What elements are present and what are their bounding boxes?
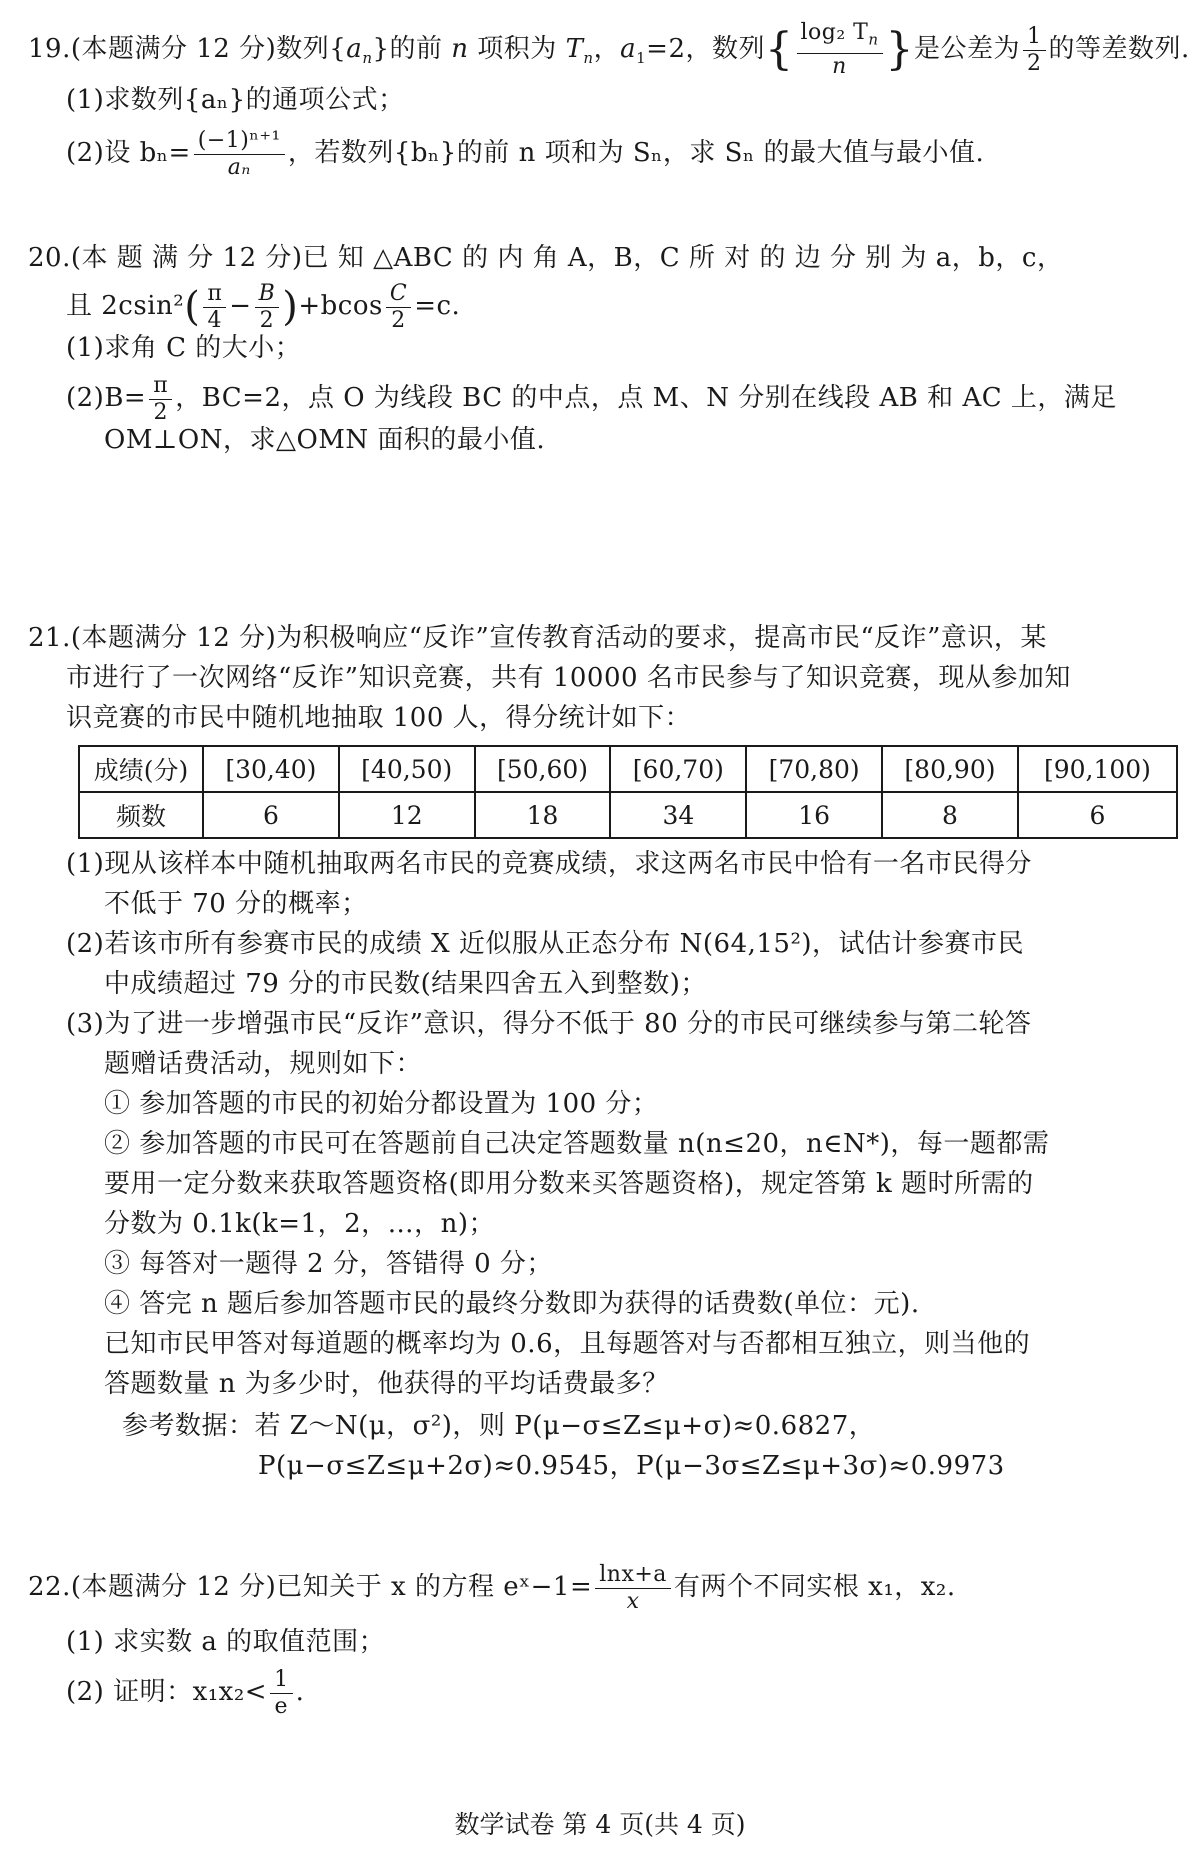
q20-text: +bcos: [298, 291, 383, 321]
minus-sign: −: [229, 291, 252, 321]
page-footer: 数学试卷 第 4 页(共 4 页): [454, 1810, 746, 1839]
table-cell-freq: 6: [203, 792, 339, 838]
fraction-numerator: π: [203, 281, 226, 308]
q19-sub-n: n: [362, 49, 373, 68]
fraction-denominator: x: [626, 1588, 640, 1614]
q21-part3-line2: 题赠话费活动，规则如下：: [104, 1049, 423, 1079]
table-cell-bin: [60,70): [610, 746, 746, 792]
q21-line2: 市进行了一次网络“反诈”知识竞赛，共有 10000 名市民参与了知识竞赛，现从参加知: [66, 663, 1071, 693]
q19-head-text: }的前: [372, 34, 452, 64]
fraction-numerator: (−1)ⁿ⁺¹: [194, 128, 285, 155]
score-frequency-table: [78, 745, 1178, 839]
fraction-numerator: lnx+a: [595, 1562, 671, 1589]
table-row-scores: [79, 746, 1177, 792]
q19-head-text: 的等差数列.: [1048, 34, 1190, 64]
q19-sub-1: 1: [636, 49, 647, 68]
q21-part1-line2: 不低于 70 分的概率；: [104, 889, 368, 919]
right-brace: }: [885, 24, 915, 75]
fraction-numerator: log₂ T: [800, 20, 869, 46]
q21-rule2-line2: 要用一定分数来获取答题资格(即用分数来买答题资格)，规定答第 k 题时所需的: [104, 1169, 1034, 1199]
q21-reference-line1: 参考数据：若 Z～N(μ，σ²)，则 P(μ−σ≤Z≤μ+σ)≈0.6827，: [122, 1411, 876, 1441]
q19-b-fraction: [194, 128, 285, 181]
q19-var-n: n: [451, 34, 469, 64]
q21-known-line1: 已知市民甲答对每道题的概率均为 0.6，且每题答对与否都相互独立，则当他的: [104, 1329, 1031, 1359]
q20-part2-text: (2)B=: [66, 383, 147, 413]
fraction-denominator: aₙ: [227, 154, 251, 180]
q22-ln-fraction: [595, 1562, 671, 1615]
q20-B-fraction: [255, 281, 280, 334]
q19-half-fraction: [1023, 24, 1046, 77]
fraction-denominator: e: [274, 1693, 289, 1719]
table-cell-freq: 34: [610, 792, 746, 838]
q19-part2: [66, 122, 984, 184]
q22-part2-text: .: [295, 1677, 305, 1707]
q19-header: [28, 18, 1190, 89]
q19-head-text: 19.(本题满分 12 分)数列{: [28, 34, 347, 64]
q21-reference-line2: P(μ−σ≤Z≤μ+2σ)≈0.9545，P(μ−3σ≤Z≤μ+3σ)≈0.9973: [258, 1451, 1005, 1481]
table-header-frequency: 频数: [79, 792, 203, 838]
q19-head-text: 是公差为: [914, 34, 1021, 64]
table-cell-freq: 6: [1018, 792, 1177, 838]
q22-one-over-e-fraction: [270, 1667, 293, 1720]
table-cell-bin: [90,100): [1018, 746, 1177, 792]
q22-part2: [66, 1660, 304, 1724]
fraction-denominator: 4: [207, 307, 223, 333]
q21-part2-line2: 中成绩超过 79 分的市民数(结果四舍五入到整数)；: [104, 969, 707, 999]
fraction-numerator: C: [386, 281, 411, 308]
q22-part1: (1) 求实数 a 的取值范围；: [66, 1627, 386, 1657]
q20-part2-line2: OM⊥ON，求△OMN 面积的最小值.: [104, 425, 546, 455]
table-cell-bin: [40,50): [339, 746, 475, 792]
q20-text: 且 2csin²: [66, 291, 185, 321]
fraction-denominator: 2: [153, 399, 168, 425]
q19-head-text: ，: [593, 34, 621, 64]
left-brace: {: [765, 24, 794, 75]
table-cell-bin: [50,60): [475, 746, 611, 792]
q21-part1-line1: (1)现从该样本中随机抽取两名市民的竞赛成绩，求这两名市民中恰有一名市民得分: [66, 849, 1032, 879]
fraction-denominator: 2: [391, 307, 406, 333]
right-paren: ): [282, 284, 299, 330]
fraction-numerator: 1: [270, 1667, 293, 1694]
table-cell-freq: 16: [746, 792, 882, 838]
q22-text: 有两个不同实根 x₁，x₂.: [673, 1572, 956, 1602]
table-cell-freq: 12: [339, 792, 475, 838]
q21-rule2-line1: ② 参加答题的市民可在答题前自己决定答题数量 n(n≤20，n∈N*)，每一题都需: [104, 1129, 1050, 1159]
table-cell-freq: 8: [882, 792, 1018, 838]
q20-part2-text: ，BC=2，点 O 为线段 BC 的中点，点 M、N 分别在线段 AB 和 AC 上，满足: [175, 383, 1117, 413]
q21-part2-line1: (2)若该市所有参赛市民的成绩 X 近似服从正态分布 N(64,15²)，试估计参赛市民: [66, 929, 1025, 959]
q22-text: 22.(本题满分 12 分)已知关于 x 的方程 eˣ−1=: [28, 1572, 593, 1602]
q19-sub-n: n: [583, 49, 594, 68]
fraction-sub: n: [868, 30, 879, 49]
q20-part1: (1)求角 C 的大小；: [66, 333, 302, 363]
q19-var-a1: a: [620, 34, 637, 64]
q20-pi-fraction: [203, 281, 226, 334]
q21-rule3: ③ 每答对一题得 2 分，答错得 0 分；: [104, 1249, 553, 1279]
q20-pi-half-fraction: [149, 373, 172, 426]
q21-line3: 识竞赛的市民中随机地抽取 100 人，得分统计如下：: [66, 703, 692, 733]
table-row-frequency: [79, 792, 1177, 838]
fraction-numerator: B: [255, 281, 280, 308]
q21-known-line2: 答题数量 n 为多少时，他获得的平均话费最多？: [104, 1369, 669, 1399]
q20-text: =c.: [414, 291, 461, 321]
q22-header: [28, 1555, 956, 1619]
q19-var-T: T: [565, 34, 584, 64]
table-cell-bin: [70,80): [746, 746, 882, 792]
q22-part2-text: (2) 证明：x₁x₂<: [66, 1677, 268, 1707]
fraction-denominator: 2: [259, 307, 275, 333]
left-paren: (: [184, 284, 201, 330]
q20-C-fraction: [386, 281, 411, 334]
q19-part1: (1)求数列{aₙ}的通项公式；: [66, 85, 405, 115]
q19-head-text: 项积为: [468, 34, 566, 64]
fraction-denominator: 2: [1027, 50, 1042, 76]
q20-header: 20.(本 题 满 分 12 分)已 知 △ABC 的 内 角 A，B，C 所 对 的 边 分 别 为 a，b，c，: [28, 243, 1064, 273]
table-cell-freq: 18: [475, 792, 611, 838]
q19-log-fraction: [797, 20, 883, 79]
q21-rule4: ④ 答完 n 题后参加答题市民的最终分数即为获得的话费数(单位：元).: [104, 1289, 920, 1319]
q19-head-text: =2，数列: [646, 34, 765, 64]
q21-rule1: ① 参加答题的市民的初始分都设置为 100 分；: [104, 1089, 659, 1119]
q19-var-a: a: [346, 34, 363, 64]
q21-rule2-line3: 分数为 0.1k(k=1，2，…，n)；: [104, 1209, 496, 1239]
table-cell-bin: [30,40): [203, 746, 339, 792]
fraction-numerator: π: [149, 373, 172, 400]
table-header-scores: 成绩(分): [79, 746, 203, 792]
q19-part2-text: (2)设 bₙ=: [66, 138, 191, 168]
q21-part3-line1: (3)为了进一步增强市民“反诈”意识，得分不低于 80 分的市民可继续参与第二轮答: [66, 1009, 1032, 1039]
q19-part2-text: ，若数列{bₙ}的前 n 项和为 Sₙ，求 Sₙ 的最大值与最小值.: [287, 138, 985, 168]
table-cell-bin: [80,90): [882, 746, 1018, 792]
q21-line1: 21.(本题满分 12 分)为积极响应“反诈”宣传教育活动的要求，提高市民“反诈”意识，某: [28, 623, 1047, 653]
fraction-numerator: 1: [1023, 24, 1046, 51]
fraction-denominator: n: [832, 53, 847, 79]
